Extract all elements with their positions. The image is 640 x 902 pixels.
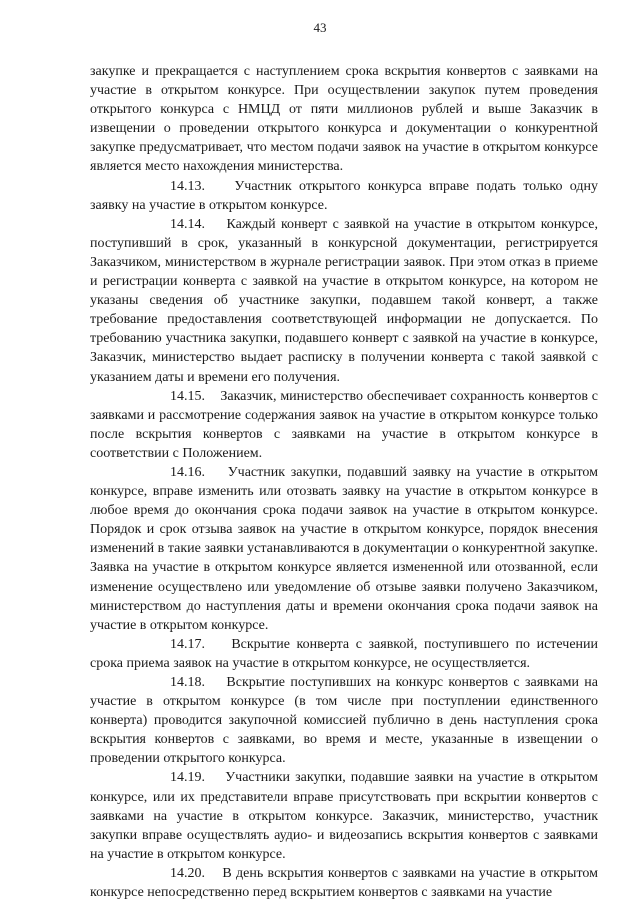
paragraph-text: Участник открытого конкурса вправе подать только одну заявку на участие в открытом конкурсе. <box>90 178 599 213</box>
paragraph-number: 14.15. <box>170 388 205 404</box>
paragraph-14-18 <box>90 673 598 768</box>
paragraph-text: Заказчик, министерство обеспечивает сохранность конвертов с заявками и рассмотрение содержания заявок на участие в открытом конкурсе только после вскрытия конвертов с заявками на участие в открытом конкурсе в соответствии с Положением. <box>90 388 599 461</box>
paragraph-text: Вскрытие поступивших на конкурс конвертов с заявками на участие в открытом конкурсе (в том числе при поступлении единственного конверта) проводится закупочной комиссией публично в день наступления срока вскрытия конвертов с заявками, во время и месте, указанные в извещении о проведении открытого конкурса. <box>90 675 598 767</box>
paragraph-text: Участник закупки, подавший заявку на участие в открытом конкурсе, вправе изменить или отозвать заявку на участие в открытом конкурсе в любое время до окончания срока подачи заявок на участие в открытом конкурсе. Порядок и срок отзыва заявок на участие в открытом конкурсе, порядок внесения изменений в такие заявки устанавливаются в документации о конкурентной закупке. Заявка на участие в открытом конкурсе является измененной или отозванной, если изменение осуществлено или уведомление об отзыве заявки получено Заказчиком, министерством до наступления даты и времени окончания срока подачи заявок на участие в открытом конкурсе. <box>90 464 598 633</box>
paragraph-14-20 <box>90 864 598 902</box>
paragraph-14-16 <box>90 463 598 635</box>
paragraph-continuation <box>90 62 598 177</box>
paragraph-number: 14.20. <box>170 865 205 881</box>
paragraph-text: Участники закупки, подавшие заявки на участие в открытом конкурсе, или их представители вправе присутствовать при вскрытии конвертов с заявками на участие в открытом конкурсе. Заказчик, министерство, участник закупки вправе осуществлять аудио- и видеозапись вскрытия конвертов с заявками на участие в открытом конкурсе. <box>90 770 598 862</box>
paragraph-14-17 <box>90 635 598 673</box>
paragraph-14-13 <box>90 177 598 215</box>
paragraph-number: 14.13. <box>170 178 205 194</box>
paragraph-number: 14.17. <box>170 636 205 652</box>
paragraph-text: Каждый конверт с заявкой на участие в открытом конкурсе, поступивший в срок, указанный в конкурсной документации, регистрируется Заказчиком, министерством в журнале регистрации заявок. При этом отказ в приеме и регистрации конверта с заявкой на участие в открытом конкурсе, на котором не указаны сведения об участнике закупки, подавшем такой конверт, а также требование предоставления соответствующей информации не допускается. По требованию участника закупки, подавшего конверт с заявкой на участие в конкурсе, Заказчик, министерство выдает расписку в получении конверта с такой заявкой с указанием даты и времени его получения. <box>90 216 598 385</box>
paragraph-14-15 <box>90 387 598 463</box>
paragraph-text: Вскрытие конверта с заявкой, поступившего по истечении срока приема заявок на участие в открытом конкурсе, не осуществляется. <box>90 636 599 671</box>
paragraph-number: 14.18. <box>170 675 205 690</box>
paragraph-14-14 <box>90 215 598 387</box>
paragraph-number: 14.14. <box>170 216 205 232</box>
page-number: 43 <box>313 20 327 35</box>
paragraph-number: 14.19. <box>170 770 205 786</box>
document-body <box>90 62 598 902</box>
paragraph-14-19 <box>90 768 598 863</box>
paragraph-text: В день вскрытия конвертов с заявками на участие в открытом конкурсе непосредственно перед вскрытием конвертов с заявками на участие <box>90 865 598 901</box>
paragraph-text: закупке и прекращается с наступлением срока вскрытия конвертов с заявками на участие в открытом конкурсе. При осуществлении закупок путем проведения открытого конкурса с НМЦД от пяти миллионов рублей и выше Заказчик в извещении о проведении открытого конкурса и документации о конкурентной закупке предусматривает, что местом подачи заявок на участие в открытом конкурсе является место нахождения министерства. <box>90 64 598 175</box>
paragraph-number: 14.16. <box>170 464 205 480</box>
